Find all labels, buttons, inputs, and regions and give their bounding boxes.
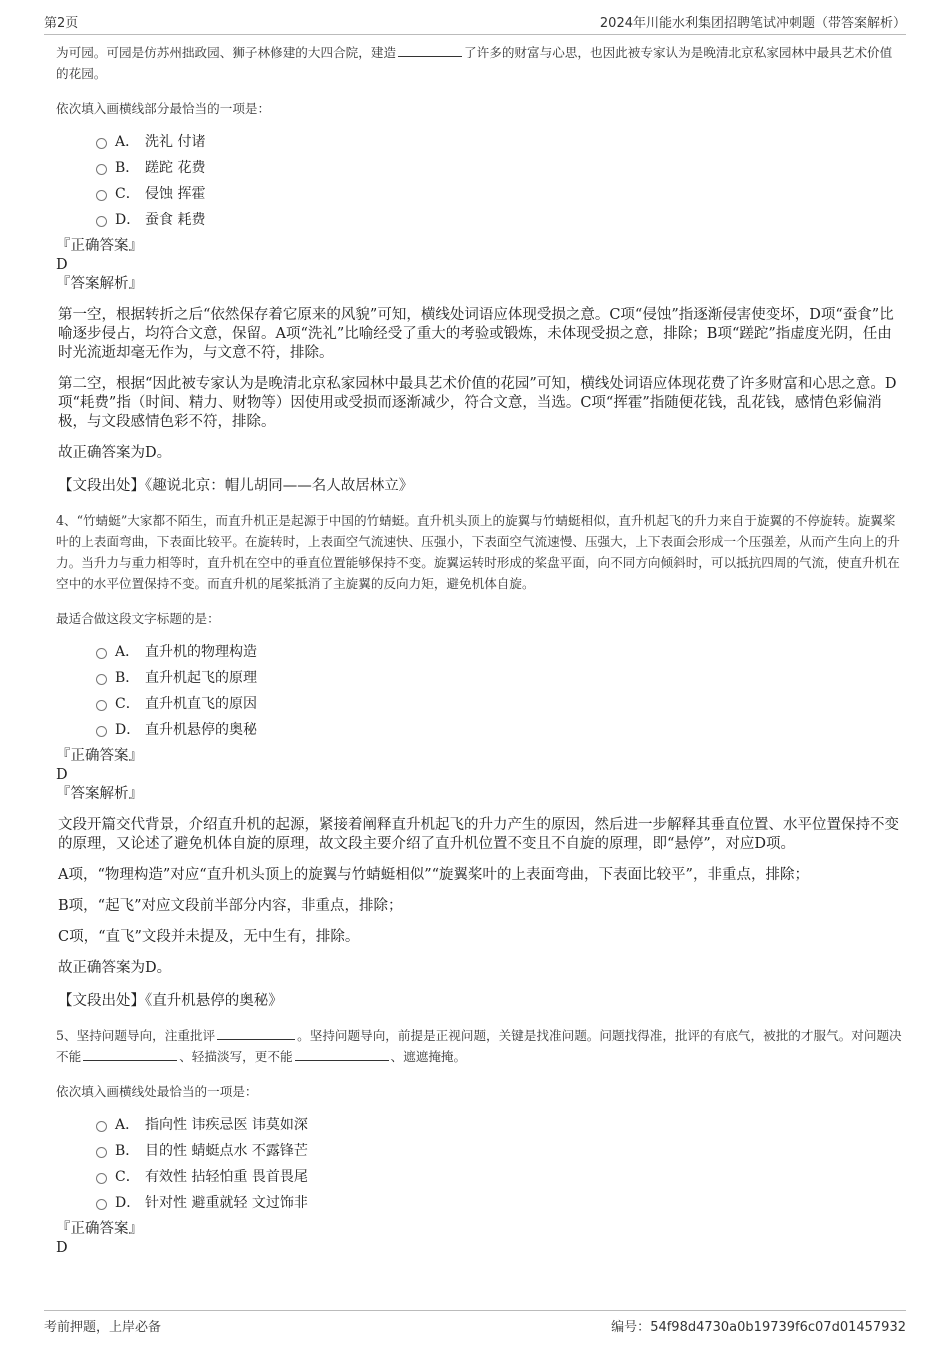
option-letter: C． — [115, 186, 140, 202]
option-text: 目的性 蜻蜓点水 不露锋芒 — [145, 1143, 308, 1159]
question-5-text-part: 。坚持问题导向，前提是正视问题，关键是找准问题。问题找得准，批评的有底气，被批的才服气。对问题决不能 — [56, 1028, 902, 1064]
option-text: 针对性 避重就轻 文过饰非 — [145, 1195, 308, 1211]
option-a[interactable] — [96, 1112, 902, 1138]
answer-label: 『正确答案』 — [56, 1221, 143, 1237]
fill-blank — [83, 1048, 177, 1061]
analysis-paragraph: 故正确答案为D。 — [58, 960, 172, 976]
document-code-label: 编号： — [611, 1320, 651, 1335]
fill-blank — [398, 44, 462, 57]
question-3-prompt: 依次填入画横线部分最恰当的一项是： — [56, 101, 271, 116]
radio-icon[interactable] — [96, 1147, 107, 1158]
radio-icon[interactable] — [96, 1121, 107, 1132]
analysis-paragraph: 第一空，根据转折之后“依然保存着它原来的风貌”可知，横线处词语应体现受损之意。C项“侵蚀”指逐渐侵害使变坏，D项“蚕食”比喻逐步侵占，均符合文意，保留。A项“洗礼”比喻经受了重大的考验或锻炼，未体现受损之意，排除；B项“蹉跎”指虚度光阴，任由时光流逝却毫无作为，与文意不符，排除。 — [58, 307, 894, 361]
option-letter: D． — [115, 722, 141, 738]
question-3 — [56, 42, 902, 496]
answer-value: D — [56, 1240, 68, 1256]
question-4-prompt: 最适合做这段文字标题的是： — [56, 611, 220, 626]
radio-icon[interactable] — [96, 1173, 107, 1184]
option-d[interactable] — [96, 1190, 902, 1216]
option-letter: D． — [115, 1195, 141, 1211]
question-3-text — [56, 42, 902, 84]
radio-icon[interactable] — [96, 190, 107, 201]
option-text: 有效性 拈轻怕重 畏首畏尾 — [145, 1169, 308, 1185]
option-b[interactable] — [96, 1138, 902, 1164]
option-a[interactable] — [96, 639, 902, 665]
option-letter: B． — [115, 1143, 140, 1159]
option-letter: A． — [115, 1117, 140, 1133]
question-5-prompt: 依次填入画横线处最恰当的一项是： — [56, 1084, 258, 1099]
document-title: 2024年川能水利集团招聘笔试冲刺题（带答案解析） — [599, 16, 906, 31]
question-3-text-part: 了许多的财富与心思，也因此被专家认为是晚清北京私家园林中最具艺术价值的花园。 — [56, 45, 893, 81]
option-text: 直升机起飞的原理 — [145, 670, 257, 686]
option-d[interactable] — [96, 717, 902, 743]
analysis-paragraph: 故正确答案为D。 — [58, 445, 172, 461]
option-letter: A． — [115, 134, 140, 150]
option-text: 侵蚀 挥霍 — [145, 186, 206, 202]
option-b[interactable] — [96, 155, 902, 181]
question-5-text-part: 、遮遮掩掩。 — [390, 1049, 467, 1064]
option-c[interactable] — [96, 1164, 902, 1190]
page-content — [56, 42, 902, 1258]
page-footer — [44, 1310, 906, 1335]
radio-icon[interactable] — [96, 648, 107, 659]
document-code-value: 54f98d4730a0b19739f6c07d01457932 — [650, 1320, 906, 1335]
option-c[interactable] — [96, 181, 902, 207]
option-b[interactable] — [96, 665, 902, 691]
question-5 — [56, 1025, 902, 1258]
document-code — [611, 1316, 906, 1335]
question-5-options — [96, 1112, 902, 1216]
question-4-text: 4、“竹蜻蜓”大家都不陌生，而直升机正是起源于中国的竹蜻蜓。直升机头顶上的旋翼与竹蜻蜓相似，直升机起飞的升力来自于旋翼的不停旋转。旋翼桨叶的上表面弯曲，下表面比较平。在旋转时，上表面空气流速快、压强小，下表面空气流速慢、压强大，上下表面会形成一个压强差，从而产生向上的升力。当升力与重力相等时，直升机在空中的垂直位置能够保持不变。旋翼运转时形成的桨盘平面，向不同方向倾斜时，可以抵抗四周的气流，使直升机在空中的水平位置保持不变。而直升机的尾桨抵消了主旋翼的反向力矩，避免机体自旋。 — [56, 513, 900, 591]
page-header — [44, 12, 906, 35]
page-number: 第2页 — [44, 16, 79, 31]
option-text: 蹉跎 花费 — [145, 160, 206, 176]
radio-icon[interactable] — [96, 138, 107, 149]
analysis-paragraph: 第二空，根据“因此被专家认为是晚清北京私家园林中最具艺术价值的花园”可知，横线处词语应体现花费了许多财富和心思之意。D项“耗费”指（时间、精力、财物等）因使用或受损而逐渐减少，符合文意，当选。C项“挥霍”指随便花钱，乱花钱，感情色彩偏消极，与文段感情色彩不符，排除。 — [58, 376, 897, 430]
option-text: 直升机直飞的原因 — [145, 696, 257, 712]
analysis-paragraph: A项，“物理构造”对应“直升机头顶上的旋翼与竹蜻蜓相似”“旋翼桨叶的上表面弯曲，下表面比较平”，非重点，排除； — [58, 867, 809, 883]
radio-icon[interactable] — [96, 674, 107, 685]
option-text: 蚕食 耗费 — [145, 212, 206, 228]
option-letter: D． — [115, 212, 141, 228]
question-4 — [56, 510, 902, 1011]
option-letter: B． — [115, 160, 140, 176]
question-3-text-part: 为可园。可园是仿苏州拙政园、狮子林修建的大四合院，建造 — [56, 45, 397, 60]
question-3-options — [96, 129, 902, 233]
answer-label: 『正确答案』 — [56, 238, 143, 254]
analysis-paragraph: B项，“起飞”对应文段前半部分内容，非重点，排除； — [58, 898, 403, 914]
analysis-paragraph: C项，“直飞”文段并未提及，无中生有，排除。 — [58, 929, 360, 945]
option-letter: C． — [115, 1169, 140, 1185]
option-letter: C． — [115, 696, 140, 712]
source-citation: 【文段出处】《直升机悬停的奥秘》 — [58, 993, 283, 1009]
option-letter: B． — [115, 670, 140, 686]
analysis-label: 『答案解析』 — [56, 786, 143, 802]
radio-icon[interactable] — [96, 1199, 107, 1210]
radio-icon[interactable] — [96, 726, 107, 737]
answer-value: D — [56, 767, 68, 783]
radio-icon[interactable] — [96, 164, 107, 175]
option-text: 洗礼 付诸 — [145, 134, 206, 150]
answer-value: D — [56, 257, 68, 273]
option-letter: A． — [115, 644, 140, 660]
option-text: 直升机悬停的奥秘 — [145, 722, 257, 738]
option-a[interactable] — [96, 129, 902, 155]
option-d[interactable] — [96, 207, 902, 233]
option-text: 指向性 讳疾忌医 讳莫如深 — [145, 1117, 308, 1133]
option-c[interactable] — [96, 691, 902, 717]
source-citation: 【文段出处】《趣说北京：帽儿胡同——名人故居林立》 — [58, 478, 414, 494]
question-5-text-part: 、轻描淡写，更不能 — [179, 1049, 293, 1064]
fill-blank — [295, 1048, 389, 1061]
footer-slogan: 考前押题，上岸必备 — [44, 1320, 162, 1335]
analysis-label: 『答案解析』 — [56, 276, 143, 292]
radio-icon[interactable] — [96, 700, 107, 711]
option-text: 直升机的物理构造 — [145, 644, 257, 660]
analysis-paragraph: 文段开篇交代背景，介绍直升机的起源，紧接着阐释直升机起飞的升力产生的原因，然后进一步解释其垂直位置、水平位置保持不变的原理，又论述了避免机体自旋的原理，故文段主要介绍了直升机位置不变且不自旋的原理，即“悬停”，对应D项。 — [58, 817, 899, 852]
radio-icon[interactable] — [96, 216, 107, 227]
question-5-text — [56, 1025, 902, 1067]
answer-label: 『正确答案』 — [56, 748, 143, 764]
question-4-options — [96, 639, 902, 743]
fill-blank — [217, 1027, 295, 1040]
question-5-text-part: 5、坚持问题导向，注重批评 — [56, 1028, 216, 1043]
